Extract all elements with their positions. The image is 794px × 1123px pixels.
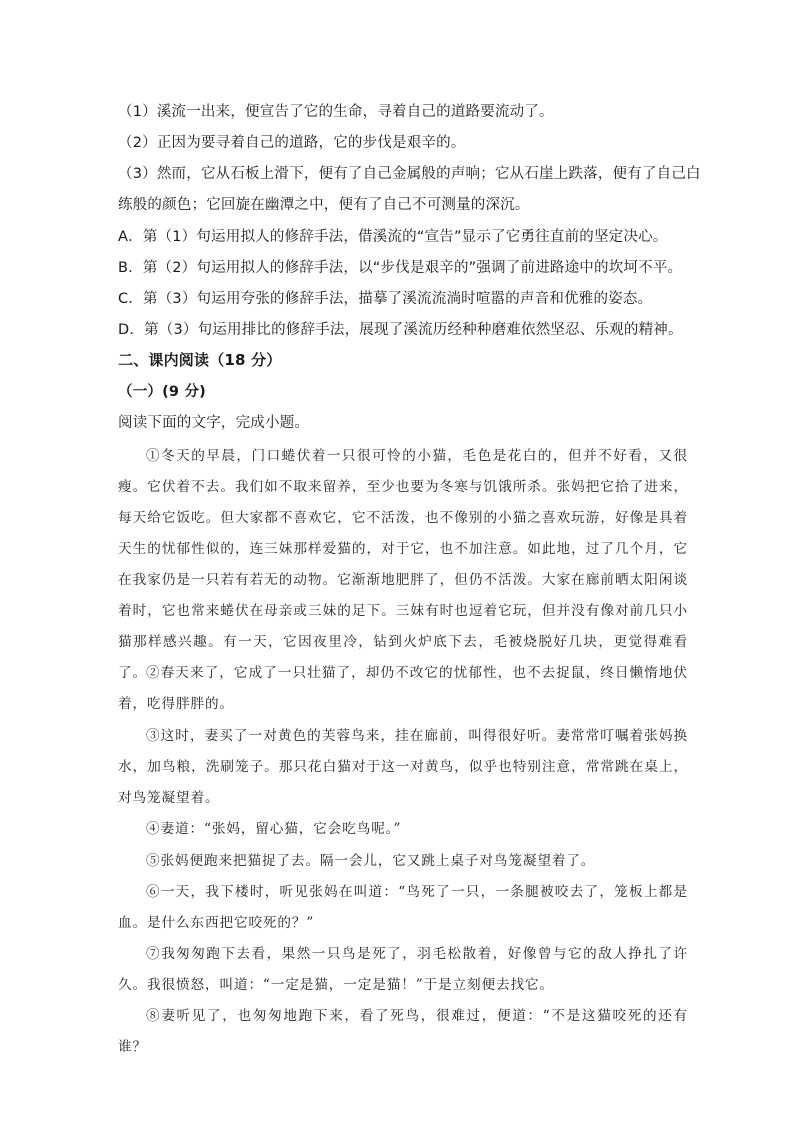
sentence-1: （1）溪流一出来，便宣告了它的生命，寻着自己的道路要流动了。 xyxy=(118,104,554,120)
passage-paragraph-3: ③这时，妻买了一对黄色的芙蓉鸟来，挂在廊前，叫得很好听。妻常常叮嘱着张妈换水，加鸟粮，洗刷笼子。那只花白猫对于这一对黄鸟，似乎也特别注意，常常跳在桌上，对鸟笼凝望着。 xyxy=(118,728,688,806)
sentence-3-line-2: 练般的颜色；它回旋在幽潭之中，便有了自己不可测量的深沉。 xyxy=(118,197,530,213)
passage-paragraph-8: ⑧妻听见了，也匆匆地跑下来，看了死鸟，很难过，便道：“不是这猫咬死的还有谁？ xyxy=(118,1008,688,1055)
option-b: B．第（2）句运用拟人的修辞手法，以“步伐是艰辛的”强调了前进路途中的坎坷不平。 xyxy=(118,260,683,276)
passage-paragraph-6: ⑥一天，我下楼时，听见张妈在叫道：“鸟死了一只，一条腿被咬去了，笼板上都是血。是什么东西把它咬死的？” xyxy=(118,884,688,931)
instruction: 阅读下面的文字，完成小题。 xyxy=(118,415,310,431)
passage-paragraph-4: ④妻道：“张妈，留心猫，它会吃鸟呢。” xyxy=(146,821,402,837)
part-heading: （一）(9 分) xyxy=(118,384,206,400)
option-c: C．第（3）句运用夸张的修辞手法，描摹了溪流流淌时喧嚣的声音和优雅的姿态。 xyxy=(118,291,653,307)
passage-paragraph-5: ⑤张妈便跑来把猫捉了去。隔一会儿，它又跳上桌子对鸟笼凝望着了。 xyxy=(146,853,596,869)
section-heading: 二、课内阅读（18 分） xyxy=(118,351,282,369)
passage-paragraph-1: ①冬天的早晨，门口蜷伏着一只很可怜的小猫，毛色是花白的，但并不好看，又很瘦。它伏着不去。我们如不取来留养，至少也要为冬寒与饥饿所杀。张妈把它拾了进来，每天给它饭吃。但大家都不喜欢它，它不活泼，也不像别的小猫之喜欢玩游，好像是具着天生的忧郁性似的，连三妹那样爱猫的，对于它，也不加注意。如此地，过了几个月，它在我家仍是一只若有若无的动物。它渐渐地肥胖了，但仍不活泼。大家在廊前晒太阳闲谈着时，它也常来蜷伏在母亲或三妹的足下。三妹有时也逗着它玩，但并没有像对前几只小猫那样感兴趣。有一天，它因夜里冷，钻到火炉底下去，毛被烧脱好几块，更觉得难看了。 xyxy=(118,448,688,681)
passage-paragraph-7: ⑦我匆匆跑下去看，果然一只鸟是死了，羽毛松散着，好像曾与它的敌人挣扎了许久。我很愤怒，叫道：“一定是猫，一定是猫！”于是立刻便去找它。 xyxy=(118,946,688,993)
sentence-3-line-1: （3）然而，它从石板上滑下，便有了自己金属般的声响；它从石崖上跌落，便有了自己白 xyxy=(118,166,701,182)
sentence-2: （2）正因为要寻着自己的道路，它的步伐是艰辛的。 xyxy=(118,135,466,151)
option-a: A．第（1）句运用拟人的修辞手法，借溪流的“宣告”显示了它勇往直前的坚定决心。 xyxy=(118,229,668,245)
passage-paragraph-2: ②春天来了，它成了一只壮猫了，却仍不改它的忧郁性，也不去捉鼠，终日懒惰地伏着，吃得胖胖的。 xyxy=(118,665,688,712)
option-d: D．第（3）句运用排比的修辞手法，展现了溪流历经种种磨难依然坚忍、乐观的精神。 xyxy=(118,322,683,338)
